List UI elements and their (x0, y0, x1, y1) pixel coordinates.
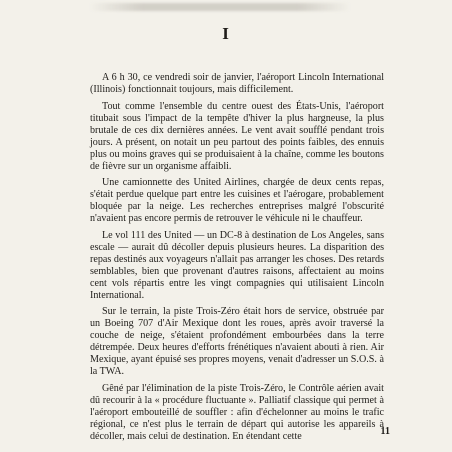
page-number: 11 (380, 426, 390, 437)
body-text (90, 72, 384, 447)
paragraph: Sur le terrain, la piste Trois-Zéro était hors de service, obstruée par un Boeing 707 d'Air Mexique dont les roues, après avoir traversé la couche de neige, s'étaient profondément embourbées dans la terre détrempée. Deux heures d'efforts frénétiques n'avaient abouti à rien. Air Mexique, ayant épuisé ses propres moyens, venait d'adresser un S.O.S. à la TWA. (90, 306, 384, 377)
paragraph: Le vol 111 des United — un DC-8 à destination de Los Angeles, sans escale — aurait dû décoller depuis plusieurs heures. La disparition des repas destinés aux voyageurs n'allait pas arranger les choses. Des retards semblables, bien que provenant d'autres raisons, affectaient au moins cent vols répartis entre les vingt compagnies qui utilisaient Lincoln International. (90, 229, 384, 301)
paragraph: Gêné par l'élimination de la piste Trois-Zéro, le Contrôle aérien avait dû recourir à la « procédure fluctuante ». Palliatif classique qui permet à l'aéroport embouteillé de souffler : afin d'échelonner au moins le trafic régional, ce n'est plus le terrain de départ qui autorise les appareils à décoller, mais celui de destination. En étendant cette (90, 382, 384, 442)
paragraph: Tout comme l'ensemble du centre ouest des États-Unis, l'aéroport titubait sous l'impact de la tempête d'hiver la plus hargneuse, la plus brutale de ces dix dernières années. Le vent avait soufflé pendant trois jours. A présent, on notait un peu partout des points faibles, des ennuis plus ou moins graves qui se produisaient à la chaîne, comme les boutons de fièvre sur un organisme affaibli. (90, 100, 384, 172)
chapter-heading: I (222, 24, 230, 43)
show-through-text (90, 3, 350, 11)
paragraph: A 6 h 30, ce vendredi soir de janvier, l'aéroport Lincoln International (Illinois) fonctionnait toujours, mais difficilement. (90, 72, 384, 95)
paragraph: Une camionnette des United Airlines, chargée de deux cents repas, s'était perdue quelque part entre les cuisines et l'aérogare, probablement bloquée par la neige. Les recherches entreprises malgré l'obscurité n'avaient pas encore permis de retrouver le véhicule ni le chauffeur. (90, 177, 384, 224)
